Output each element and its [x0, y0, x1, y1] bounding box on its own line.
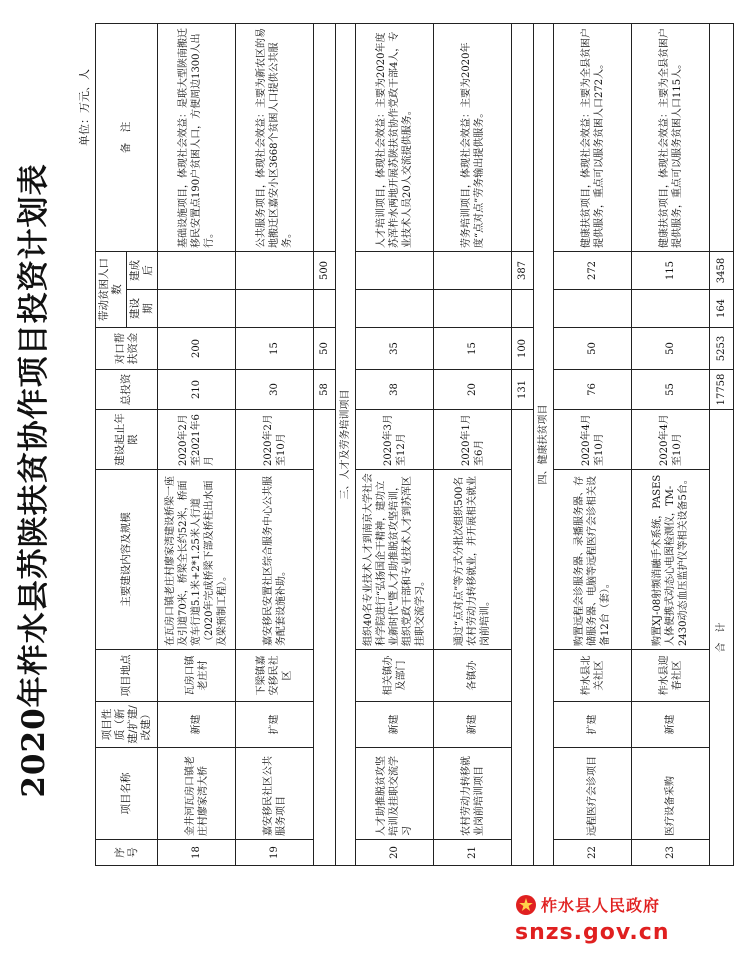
poor-during [554, 290, 632, 328]
section-heading-row [336, 24, 356, 866]
project-content: 购置远程会诊服务器、录播服务器、存储服务器、电脑等远程医疗会诊相关设备12台（套）。 [554, 470, 632, 650]
project-name: 农村劳动力转移就业岗前培训项目 [434, 748, 512, 840]
subtotal-total: 58 [314, 370, 336, 410]
government-watermark [515, 893, 670, 945]
table-body [158, 24, 734, 866]
table-row [554, 24, 632, 866]
document-title: 2020年柞水县苏陕扶贫协作项目投资计划表 [16, 163, 52, 798]
row-no: 22 [554, 840, 632, 866]
header-during: 建设期 [127, 290, 158, 328]
table-row [356, 24, 434, 866]
section-heading-row [534, 24, 554, 866]
project-content: 嘉安移民安置社区综合服务中心公共服务配套设施补助。 [236, 470, 314, 650]
section-heading: 三、人才及劳务培训项目 [336, 24, 356, 866]
project-remark: 公共服务项目，体现社会效益：主要为新农区的易地搬迁区嘉安小区3668个贫困人口提供公共服务。 [236, 24, 314, 252]
poor-during [632, 290, 710, 328]
project-location: 瓦房口镇老庄村 [158, 650, 236, 702]
grand-total-after: 3458 [710, 252, 734, 290]
unit-label: 单位：万元、人 [78, 69, 91, 146]
row-no: 23 [632, 840, 710, 866]
su-fund: 200 [158, 328, 236, 370]
subtotal-blank [512, 410, 534, 866]
su-fund: 15 [236, 328, 314, 370]
project-nature: 新建 [434, 702, 512, 748]
poor-during [236, 290, 314, 328]
header-remark: 备 注 [96, 24, 158, 252]
project-nature: 新建 [356, 702, 434, 748]
header-name: 项目名称 [96, 748, 158, 840]
poor-during [434, 290, 512, 328]
project-remark: 人才培训项目，体现社会效益：主要为2020年度苏浑柞水两地开展苏陕扶贫协作党政干部4人，专业技术人员20人交流提供服务。 [356, 24, 434, 252]
grand-total-remark [710, 24, 734, 252]
project-name: 医疗设备采购 [632, 748, 710, 840]
project-nature: 新建 [158, 702, 236, 748]
grand-total-during: 164 [710, 290, 734, 328]
project-remark: 基础设施项目，体现社会效益：是联大型陕南搬迁移民安置点190户贫困人口，方便周边1300人出行。 [158, 24, 236, 252]
total-investment: 30 [236, 370, 314, 410]
total-investment: 20 [434, 370, 512, 410]
project-nature: 新建 [632, 702, 710, 748]
table-row [632, 24, 710, 866]
section-heading: 四、健康扶贫项目 [534, 24, 554, 866]
header-location: 项目地点 [96, 650, 158, 702]
grand-total-total: 17758 [710, 370, 734, 410]
investment-plan-table [95, 23, 734, 866]
project-period: 2020年3月至12月 [356, 410, 434, 470]
subtotal-blank [314, 410, 336, 866]
project-period: 2020年2月至10月 [236, 410, 314, 470]
emblem-icon [515, 894, 537, 916]
table-row [434, 24, 512, 866]
project-period: 2020年4月至10月 [554, 410, 632, 470]
subtotal-during [314, 290, 336, 328]
project-nature: 扩建 [236, 702, 314, 748]
watermark-line2: snzs.gov.cn [515, 920, 670, 945]
row-no: 19 [236, 840, 314, 866]
subtotal-remark [314, 24, 336, 252]
project-content: 在瓦房口镇老庄村廖家湾建设桥梁一座及引道70米，桥梁全长约52米，桥面宽车行道5.1米+2*1.25米人行道（2020年完成桥梁下部及桥柱出水面及梁预制工程）。 [158, 470, 236, 650]
subtotal-row [512, 24, 534, 866]
subtotal-total: 131 [512, 370, 534, 410]
table-row [158, 24, 236, 866]
total-investment: 38 [356, 370, 434, 410]
project-name: 金井河瓦房口镇老庄村廖家湾大桥 [158, 748, 236, 840]
poor-after [434, 252, 512, 290]
project-content: 购置XJ-08射频消融手术系统，PASES人体便携式动态心电图检测仪，TM-2430动态血压监护仪等相关设备5台。 [632, 470, 710, 650]
watermark-line1: 柞水县人民政府 [541, 896, 661, 915]
poor-during [158, 290, 236, 328]
project-period: 2020年1月至6月 [434, 410, 512, 470]
project-content: 通过“点对点”等方式分批次组织500名农村劳动力转移就业，并开展相关就业岗前培训。 [434, 470, 512, 650]
project-name: 嘉安移民社区公共服务项目 [236, 748, 314, 840]
poor-after: 272 [554, 252, 632, 290]
project-nature: 扩建 [554, 702, 632, 748]
total-investment: 210 [158, 370, 236, 410]
header-su-fund: 对口帮扶资金 [96, 328, 158, 370]
grand-total-label: 合 计 [710, 410, 734, 866]
header-period: 建设起止年限 [96, 410, 158, 470]
subtotal-after: 500 [314, 252, 336, 290]
project-period: 2020年4月至10月 [632, 410, 710, 470]
header-nature: 项目性质（新建/扩建/改建） [96, 702, 158, 748]
row-no: 18 [158, 840, 236, 866]
header-poor-group: 带动贫困人口数 [96, 252, 127, 328]
project-remark: 劳务培训项目，体现社会效益：主要为2020年度“点对点”劳务输出提供服务。 [434, 24, 512, 252]
table-row [236, 24, 314, 866]
project-content: 组织40名专业技术人才到南京大学社会科学院进行“弘扬国企干精神，建功立业新时代”暨人才助推脱贫攻坚培训，组织党政干部和专业技术人才到苏浑区挂职交流学习。 [356, 470, 434, 650]
header-total: 总投资 [96, 370, 158, 410]
project-period: 2020年2月至2021年6月 [158, 410, 236, 470]
su-fund: 35 [356, 328, 434, 370]
project-remark: 健康扶贫项目，体现社会效益：主要为全县贫困户提供服务，重点可以服务贫困人口272人。 [554, 24, 632, 252]
project-location: 相关镇办及部门 [356, 650, 434, 702]
subtotal-su-fund: 50 [314, 328, 336, 370]
grand-total-su-fund: 5253 [710, 328, 734, 370]
total-investment: 55 [632, 370, 710, 410]
header-content: 主要建设内容及规模 [96, 470, 158, 650]
project-location: 下梁镇嘉安移民社区 [236, 650, 314, 702]
project-location: 柞水县北关社区 [554, 650, 632, 702]
subtotal-remark [512, 24, 534, 252]
poor-after [158, 252, 236, 290]
poor-after [356, 252, 434, 290]
su-fund: 50 [632, 328, 710, 370]
row-no: 20 [356, 840, 434, 866]
poor-after [236, 252, 314, 290]
project-name: 远程医疗会诊项目 [554, 748, 632, 840]
su-fund: 50 [554, 328, 632, 370]
row-no: 21 [434, 840, 512, 866]
grand-total-row [710, 24, 734, 866]
watermark-title [515, 893, 665, 916]
poor-after: 115 [632, 252, 710, 290]
poor-during [356, 290, 434, 328]
project-name: 人才助推脱贫攻坚培训及挂职交流学习 [356, 748, 434, 840]
project-location: 柞水县迎春社区 [632, 650, 710, 702]
subtotal-su-fund: 100 [512, 328, 534, 370]
subtotal-after: 387 [512, 252, 534, 290]
header-after: 建成后 [127, 252, 158, 290]
subtotal-row [314, 24, 336, 866]
subtotal-during [512, 290, 534, 328]
project-remark: 健康扶贫项目，体现社会效益：主要为全县贫困户提供服务，重点可以服务贫困人口115人。 [632, 24, 710, 252]
project-location: 各镇办 [434, 650, 512, 702]
su-fund: 15 [434, 328, 512, 370]
header-no: 序号 [96, 840, 158, 866]
total-investment: 76 [554, 370, 632, 410]
header-row [96, 24, 127, 866]
